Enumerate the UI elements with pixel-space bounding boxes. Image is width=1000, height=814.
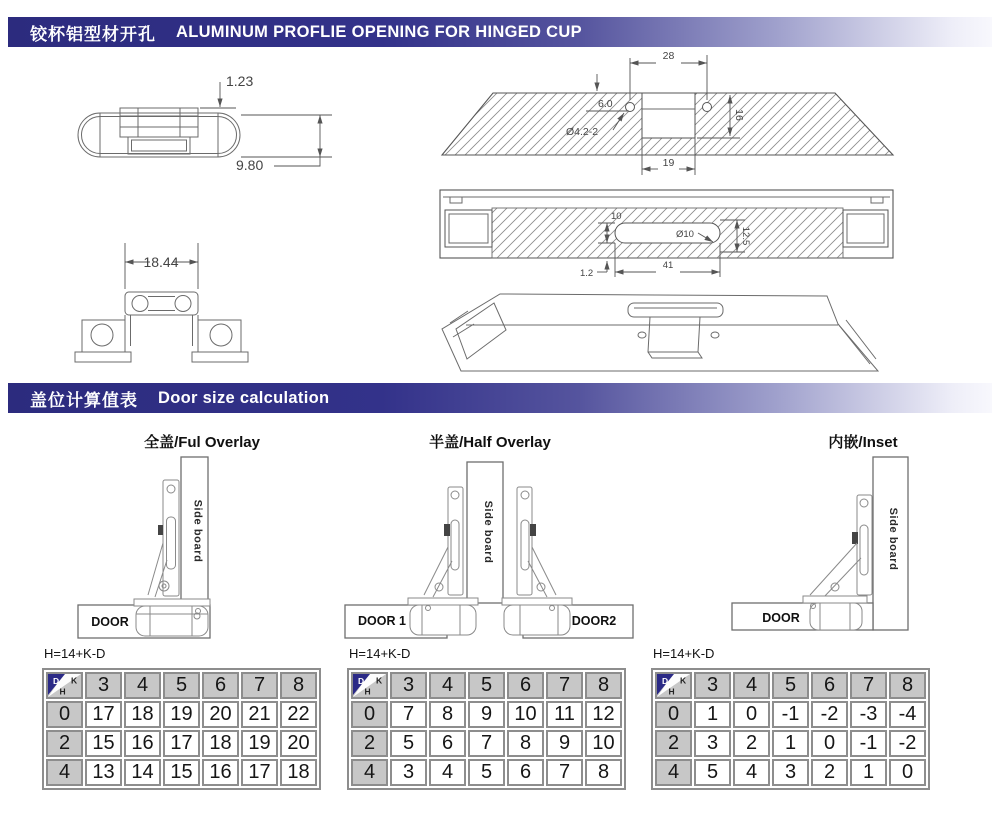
value-cell: 19: [163, 701, 200, 728]
value-cell: 9: [468, 701, 505, 728]
dim-label-6-0: 6.0: [598, 98, 613, 110]
k-header-cell: 7: [546, 672, 583, 699]
dim-label-28: 28: [662, 50, 675, 62]
value-cell: 18: [124, 701, 161, 728]
dim-label-9-80: 9.80: [236, 157, 264, 173]
value-cell: 1: [694, 701, 731, 728]
value-cell: 16: [202, 759, 239, 786]
value-cell: 7: [546, 759, 583, 786]
value-cell: 15: [85, 730, 122, 757]
value-cell: 4: [429, 759, 466, 786]
k-header-cell: 4: [733, 672, 770, 699]
header2-chinese: 盖位计算值表: [30, 390, 138, 410]
k-header-cell: 6: [811, 672, 848, 699]
value-cell: 1: [850, 759, 887, 786]
corner-label-h: H: [364, 686, 371, 697]
header2-english: Door size calculation: [158, 388, 330, 407]
value-cell: 18: [280, 759, 317, 786]
corner-label-d: D: [662, 676, 669, 686]
k-header-cell: 7: [241, 672, 278, 699]
value-cell: 19: [241, 730, 278, 757]
half-overlay-hinge-right: [502, 487, 572, 635]
value-cell: 21: [241, 701, 278, 728]
dim-label-18-44: 18.44: [143, 254, 179, 270]
dim-label-12-5: 12.5: [740, 226, 751, 246]
calculation-table-inset: [651, 668, 930, 790]
value-cell: 5: [390, 730, 427, 757]
value-cell: 0: [733, 701, 770, 728]
corner-diagonal: [353, 674, 386, 697]
dim-label-slot-dia: Ø10: [676, 229, 694, 240]
dim-label-41: 41: [662, 260, 674, 271]
d-header-cell: 0: [46, 701, 83, 728]
corner-label-h: H: [59, 686, 66, 697]
calculation-table-half-overlay: [347, 668, 626, 790]
inset-sideboard-label: Side board: [887, 507, 899, 571]
opening-top-geometry: [442, 93, 893, 155]
k-header-cell: 3: [85, 672, 122, 699]
corner-label-d: D: [53, 676, 60, 686]
corner-label-k: K: [376, 675, 383, 686]
diagram-full-overlay: [70, 425, 330, 645]
diagram-inset: [650, 425, 950, 645]
value-cell: 2: [811, 759, 848, 786]
k-header-cell: 5: [772, 672, 809, 699]
dim-label-hole-dia: Ø4.2-2: [566, 126, 599, 138]
value-cell: 0: [811, 730, 848, 757]
k-header-cell: 6: [507, 672, 544, 699]
d-header-cell: 2: [351, 730, 388, 757]
value-cell: 3: [694, 730, 731, 757]
d-header-cell: 4: [46, 759, 83, 786]
half-overlay-title: 半盖/Half Overlay: [429, 434, 551, 451]
k-header-cell: 3: [694, 672, 731, 699]
value-cell: 0: [889, 759, 926, 786]
header1-english: ALUMINUM PROFLIE OPENING FOR HINGED CUP: [176, 22, 582, 41]
drawing-cup-front-view: [60, 225, 280, 375]
corner-label-d: D: [358, 676, 365, 686]
drawing-cup-side-view: [60, 60, 360, 192]
value-cell: 18: [202, 730, 239, 757]
value-cell: 17: [241, 759, 278, 786]
value-cell: 7: [390, 701, 427, 728]
drawing-opening-slot-section: [430, 185, 1000, 290]
corner-diagonal: [657, 674, 690, 697]
value-cell: 12: [585, 701, 622, 728]
full-overlay-sideboard-label: Side board: [191, 499, 204, 563]
value-cell: 8: [429, 701, 466, 728]
inset-hinge: [803, 495, 872, 630]
value-cell: 5: [694, 759, 731, 786]
drawing-profile-3d-view: [430, 280, 1000, 385]
dim-label-10: 10: [611, 211, 622, 222]
value-cell: 20: [202, 701, 239, 728]
corner-label-k: K: [71, 675, 78, 686]
calculation-table-full-overlay: [42, 668, 321, 790]
inset-title: 内嵌/Inset: [828, 434, 898, 451]
k-header-cell: 5: [163, 672, 200, 699]
d-header-cell: 0: [351, 701, 388, 728]
value-cell: -3: [850, 701, 887, 728]
full-overlay-title: 全盖/Ful Overlay: [144, 434, 260, 451]
d-header-cell: 0: [655, 701, 692, 728]
corner-label-k: K: [680, 675, 687, 686]
k-header-cell: 7: [850, 672, 887, 699]
k-header-cell: 4: [429, 672, 466, 699]
table-corner-cell: [351, 672, 388, 699]
slot-section-geometry: [440, 190, 893, 258]
d-header-cell: 2: [655, 730, 692, 757]
half-overlay-door1-label: DOOR 1: [358, 614, 406, 628]
dim-label-1-23: 1.23: [226, 73, 254, 89]
k-header-cell: 8: [889, 672, 926, 699]
value-cell: 5: [468, 759, 505, 786]
value-cell: 6: [429, 730, 466, 757]
value-cell: -2: [889, 730, 926, 757]
corner-label-h: H: [668, 686, 675, 697]
dim-label-16: 16: [733, 109, 745, 121]
d-header-cell: 2: [46, 730, 83, 757]
k-header-cell: 8: [280, 672, 317, 699]
value-cell: 7: [468, 730, 505, 757]
value-cell: 10: [585, 730, 622, 757]
value-cell: 6: [507, 759, 544, 786]
value-cell: 13: [85, 759, 122, 786]
value-cell: -2: [811, 701, 848, 728]
k-header-cell: 3: [390, 672, 427, 699]
formula-full-overlay: H=14+K-D: [44, 646, 106, 661]
value-cell: 10: [507, 701, 544, 728]
dim-label-1-2: 1.2: [580, 268, 594, 279]
value-cell: -1: [772, 701, 809, 728]
section-header-door-size: [8, 383, 992, 413]
corner-diagonal: [48, 674, 81, 697]
cup-side-geometry: [78, 108, 240, 157]
value-cell: -4: [889, 701, 926, 728]
formula-inset: H=14+K-D: [653, 646, 715, 661]
table-corner-cell: [655, 672, 692, 699]
value-cell: 14: [124, 759, 161, 786]
value-cell: -1: [850, 730, 887, 757]
value-cell: 8: [507, 730, 544, 757]
k-header-cell: 6: [202, 672, 239, 699]
half-overlay-sideboard-label: Side board: [482, 500, 494, 564]
value-cell: 4: [733, 759, 770, 786]
inset-door-label: DOOR: [762, 611, 800, 625]
value-cell: 17: [163, 730, 200, 757]
k-header-cell: 5: [468, 672, 505, 699]
drawing-opening-top-section: [430, 50, 1000, 185]
value-cell: 16: [124, 730, 161, 757]
table-corner-cell: [46, 672, 83, 699]
d-header-cell: 4: [351, 759, 388, 786]
full-overlay-door-label: DOOR: [91, 615, 129, 629]
dim-label-19: 19: [662, 157, 675, 169]
value-cell: 2: [733, 730, 770, 757]
section-header-opening: [8, 17, 992, 47]
diagram-half-overlay: [340, 425, 640, 645]
half-overlay-door2-label: DOOR2: [571, 614, 617, 628]
value-cell: 20: [280, 730, 317, 757]
value-cell: 8: [585, 759, 622, 786]
k-header-cell: 4: [124, 672, 161, 699]
d-header-cell: 4: [655, 759, 692, 786]
value-cell: 22: [280, 701, 317, 728]
profile-3d-geometry: [442, 294, 878, 371]
formula-half-overlay: H=14+K-D: [349, 646, 411, 661]
value-cell: 15: [163, 759, 200, 786]
value-cell: 1: [772, 730, 809, 757]
value-cell: 3: [772, 759, 809, 786]
value-cell: 3: [390, 759, 427, 786]
k-header-cell: 8: [585, 672, 622, 699]
header1-chinese: 铰杯铝型材开孔: [30, 24, 156, 44]
value-cell: 11: [546, 701, 583, 728]
value-cell: 9: [546, 730, 583, 757]
value-cell: 17: [85, 701, 122, 728]
cup-front-geometry: [75, 292, 248, 362]
